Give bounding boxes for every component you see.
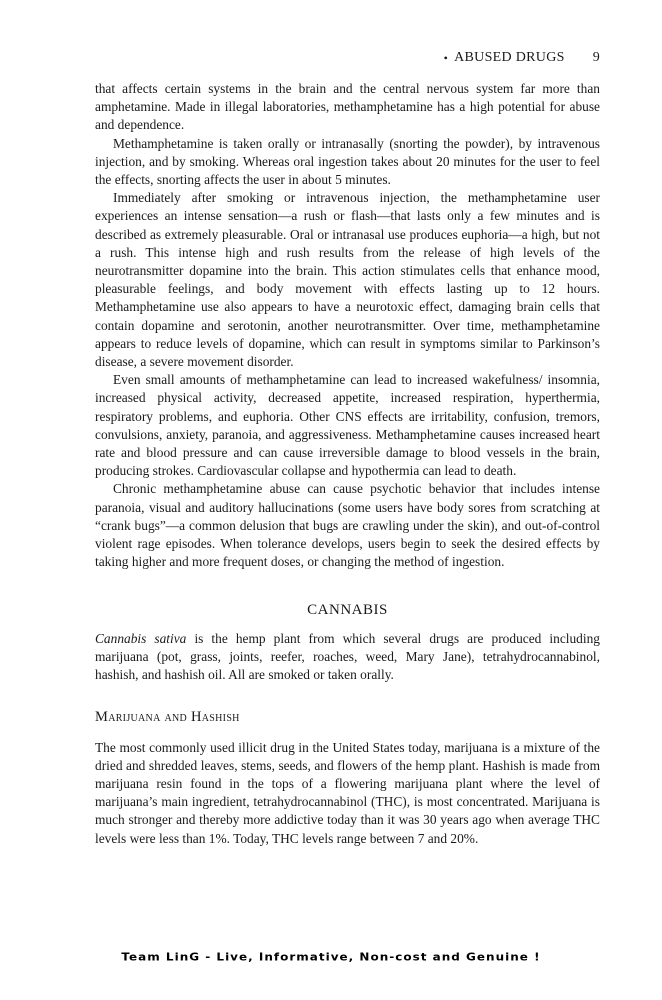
header-bullet: •: [443, 50, 449, 65]
running-title: ABUSED DRUGS: [454, 50, 565, 65]
body-paragraph: Chronic methamphetamine abuse can cause psychotic behavior that includes intense paranoia, visual and auditory hallucinations (some users have body sores from scratching at “crank bugs”—a common delusion that bugs are crawling under the skin), and out-of-control violent rage episodes. When tolerance develops, users begin to seek the desired effects by taking higher and more frequent doses, or changing the method of ingestion.: [95, 481, 600, 570]
section-heading-cannabis: CANNABIS: [307, 602, 388, 619]
cannabis-intro-text: is the hemp plant from which several drugs are produced including marijuana (pot, grass, joints, reefer, roaches, weed, Mary Jane), tetrahydrocannabinol, hashish, and hashish oil. All are smoked or taken orally.: [95, 630, 600, 683]
body-paragraph: Even small amounts of methamphetamine can lead to increased wakefulness/ insomnia, increased physical activity, decreased appetite, increased respiration, hyperthermia, respiratory problems, and euphoria. Other CNS effects are irritability, confusion, tremors, convulsions, anxiety, paranoia, and aggressiveness. Methamphetamine causes increased heart rate and blood pressure and can cause irreversible damage to blood vessels in the brain, producing strokes. Cardiovascular collapse and hypothermia can lead to death.: [95, 372, 600, 479]
running-header: [444, 50, 600, 66]
body-paragraph: that affects certain systems in the brain and the central nervous system far more than amphetamine. Made in illegal laboratories, methamphetamine has a high potential for abuse and dependence.: [95, 81, 600, 133]
cannabis-sativa-italic: Cannabis sativa: [95, 630, 187, 646]
page-number: 9: [592, 50, 600, 65]
marijuana-paragraph: The most commonly used illicit drug in the United States today, marijuana is a mixture of the dried and shredded leaves, stems, seeds, and flowers of the hemp plant. Hashish is made from marijuana resin found in the tops of a flowering marijuana plant where the level of marijuana’s main ingredient, tetrahydrocannabinol (THC), is most concentrated. Marijuana is much stronger and thereby more addictive today than it was 30 years ago when average THC levels were less than 1%. Today, THC levels range between 7 and 20%.: [95, 739, 600, 846]
cannabis-intro-paragraph: [95, 630, 600, 685]
page-body: [95, 80, 600, 848]
body-paragraph: Immediately after smoking or intravenous injection, the methamphetamine user experiences an intense sensation—a rush or flash—that lasts only a few minutes and is described as extremely pleasurable. Oral or intranasal use produces euphoria—a high, but not a rush. This intense high and rush results from the release of high levels of the neurotransmitter dopamine into the brain. This action stimulates cells that enhance mood, pleasurable feelings, and body movement with effects lasting up to 12 hours. Methamphetamine use also appears to have a neurotoxic effect, damaging brain cells that contain dopamine and serotonin, another neurotransmitter. Over time, methamphetamine appears to reduce levels of dopamine, which can result in symptoms similar to Parkinson’s disease, a severe movement disorder.: [95, 190, 600, 370]
footer-watermark: Team LinG - Live, Informative, Non-cost and Genuine !: [121, 951, 541, 963]
body-paragraph: Methamphetamine is taken orally or intranasally (snorting the powder), by intravenous injection, and by smoking. Whereas oral ingestion takes about 20 minutes for the user to feel the effects, snorting affects the user in about 5 minutes.: [95, 135, 600, 188]
subheading-marijuana-hashish: Marijuana and Hashish: [95, 709, 240, 726]
